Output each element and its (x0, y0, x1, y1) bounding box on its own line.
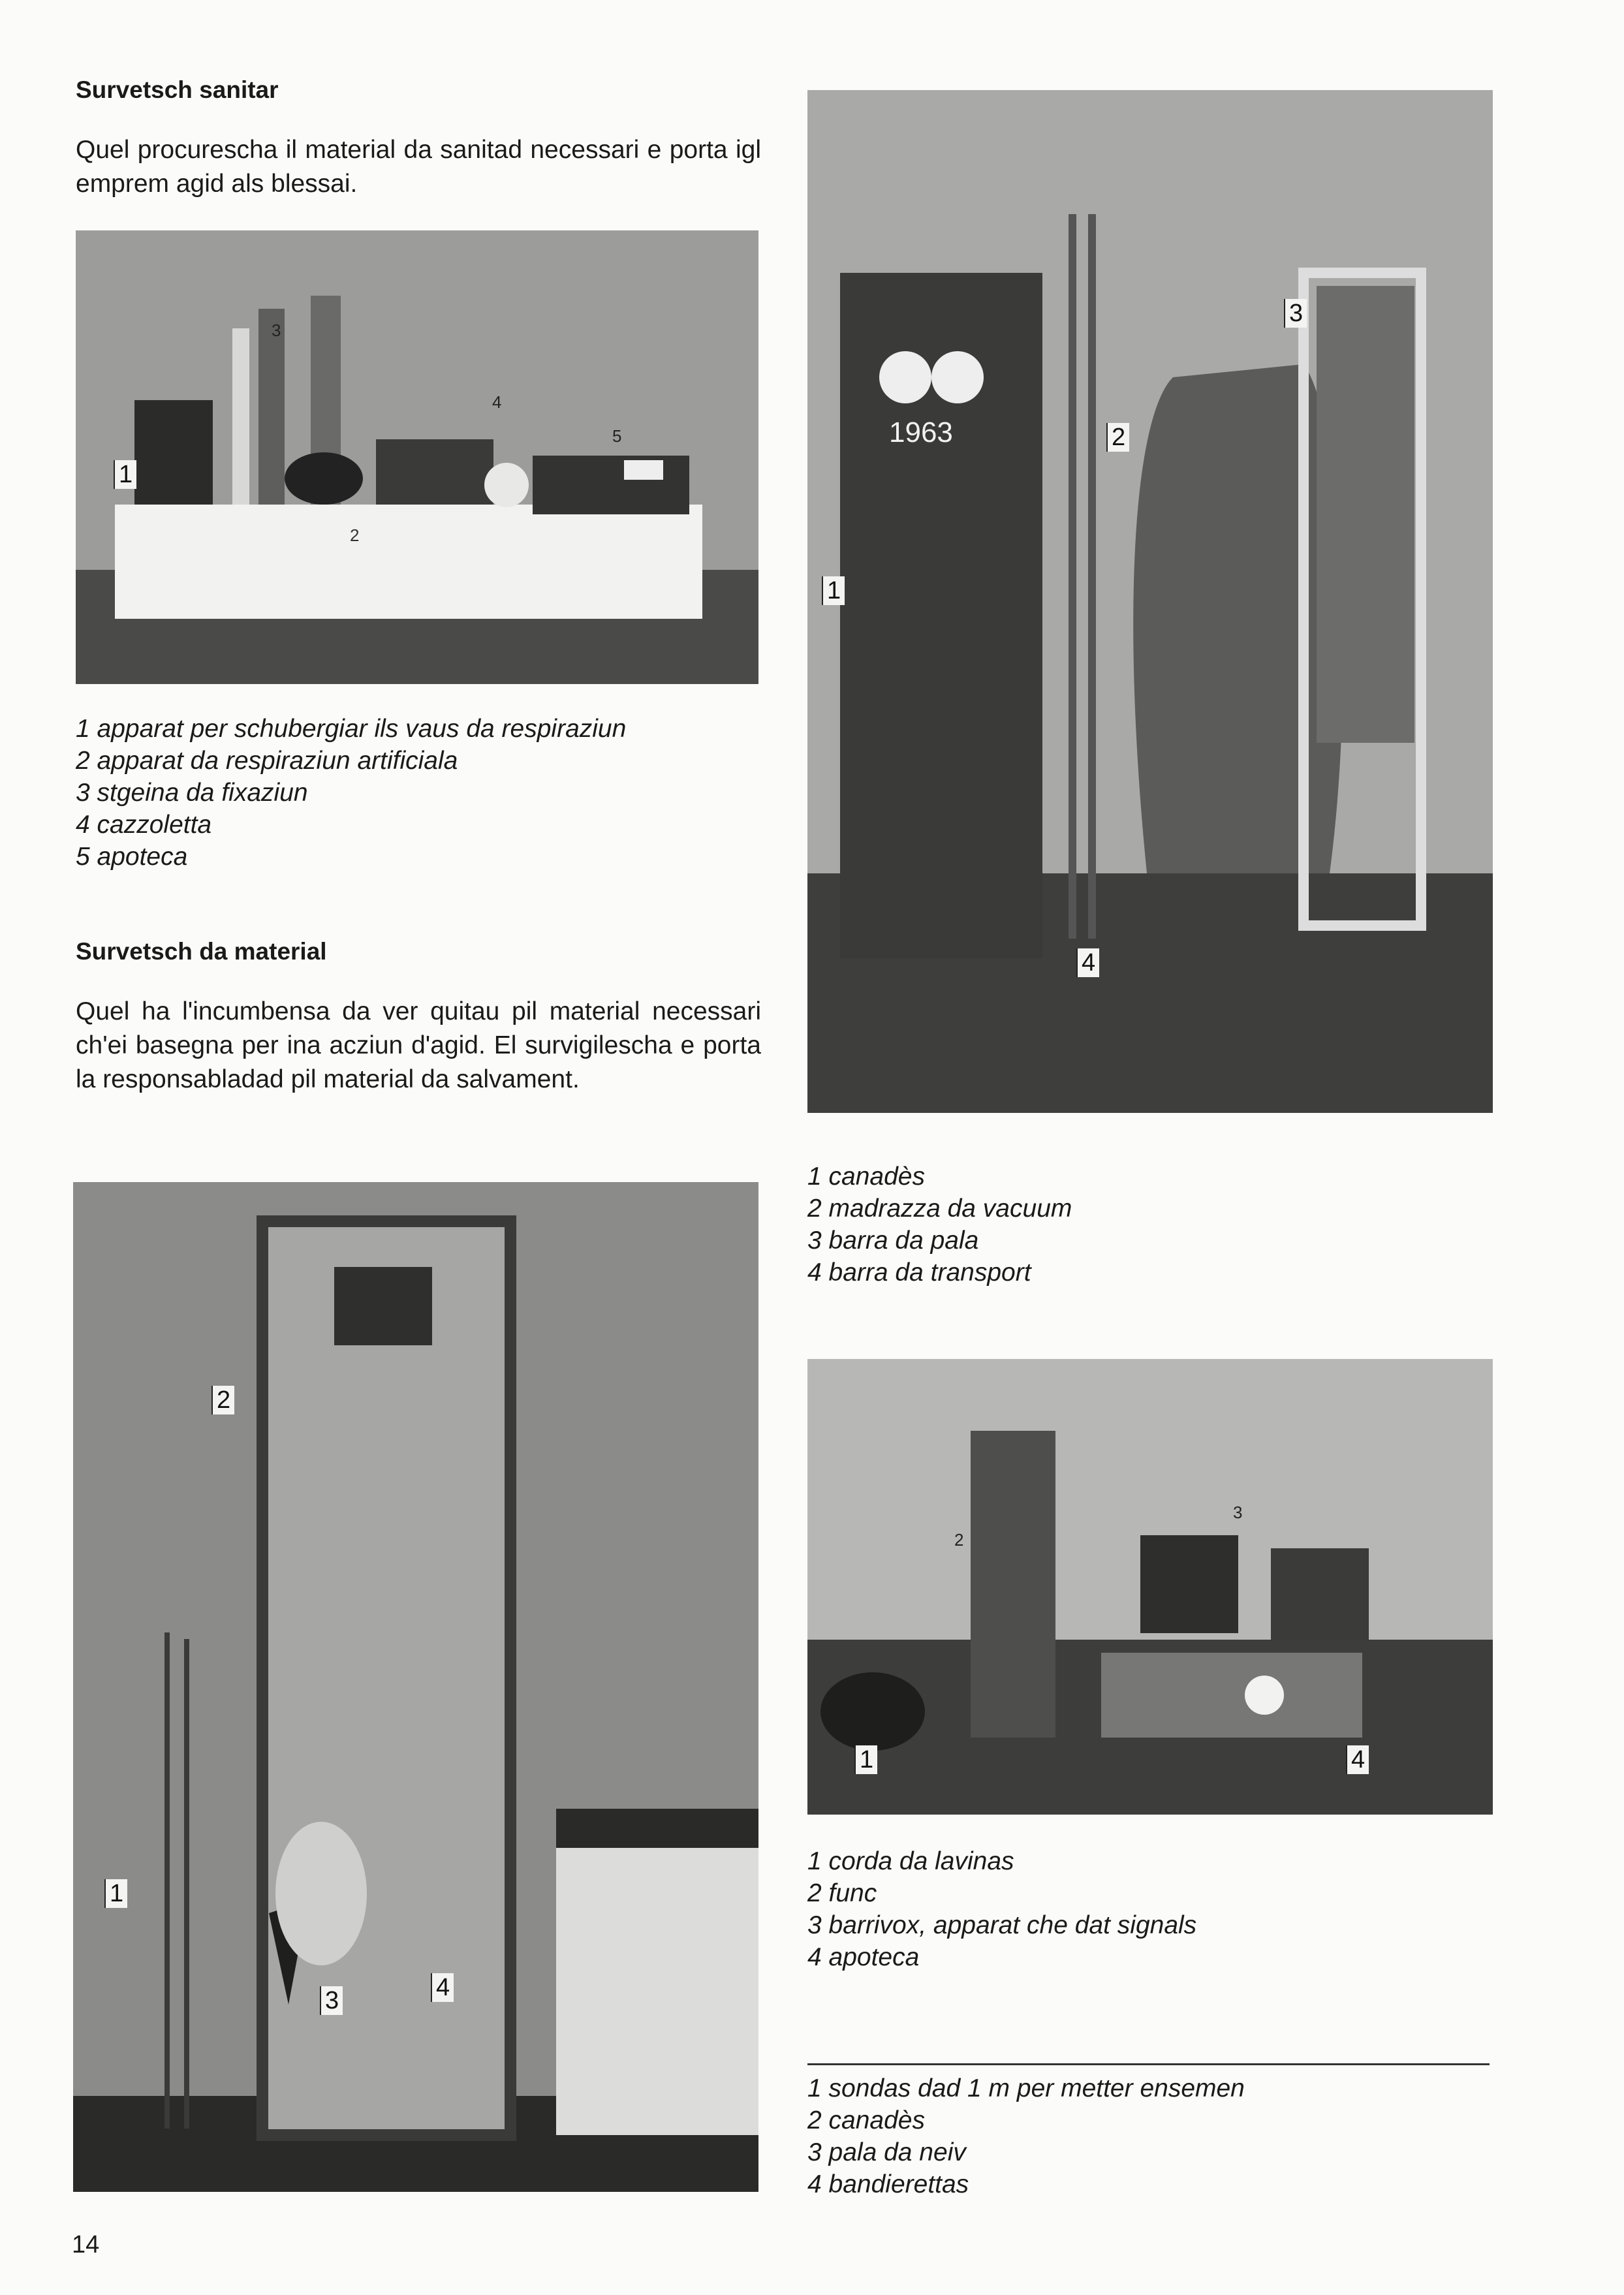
photo-sled-shovel (73, 1182, 758, 2192)
stretcher-sign-year: 1963 (889, 416, 953, 448)
photo-kit-label-4: 4 (1346, 1745, 1369, 1774)
photo-sled-label-4: 4 (431, 1973, 454, 2002)
caption-item: 2 apparat da respiraziun artificiala (76, 747, 458, 775)
caption-avalanche-kit (807, 1845, 1493, 1973)
text-survetsch-da-material: Quel ha l'incumbensa da ver quitau pil material necessari ch'ei basegna per ina acziun d'agid. El survigilescha e porta la responsabladad pil material da salvament. (76, 997, 761, 1093)
caption-item: 5 apoteca (76, 843, 188, 871)
photo-sanitar-label-2: 2 (350, 525, 360, 545)
caption-item: 1 apparat per schubergiar ils vaus da respiraziun (76, 715, 627, 743)
photo-sled-label-2: 2 (211, 1386, 234, 1414)
caption-item: 1 corda da lavinas (807, 1847, 1014, 1875)
photo-sled-label-3: 3 (320, 1986, 343, 2015)
photo-sanitar-label-3: 3 (272, 320, 281, 340)
caption-divider (807, 2063, 1490, 2065)
photo-kit-label-2: 2 (954, 1530, 964, 1550)
photo-kit-label-1: 1 (854, 1745, 877, 1774)
heading-survetsch-sanitar: Survetsch sanitar (76, 76, 279, 103)
photo-kit-label-3: 3 (1233, 1503, 1243, 1522)
photo-stretcher-label-3: 3 (1284, 299, 1307, 328)
photo-stretcher-equipment (807, 90, 1493, 1113)
caption-item: 3 stgeina da fixaziun (76, 779, 308, 807)
caption-item: 4 apoteca (807, 1943, 920, 1971)
caption-item: 2 canadès (807, 2106, 925, 2134)
caption-sanitary-equipment (76, 713, 761, 873)
caption-item: 4 barra da transport (807, 1258, 1031, 1287)
caption-item: 1 sondas dad 1 m per metter ensemen (807, 2074, 1245, 2102)
caption-item: 1 canadès (807, 1163, 925, 1191)
caption-item: 2 madrazza da vacuum (807, 1194, 1072, 1223)
caption-item: 4 bandierettas (807, 2170, 969, 2198)
caption-item: 3 barra da pala (807, 1226, 979, 1255)
caption-sled-shovel (807, 2072, 1493, 2200)
photo-avalanche-kit (807, 1359, 1493, 1815)
heading-survetsch-da-material: Survetsch da material (76, 938, 327, 965)
caption-item: 3 pala da neiv (807, 2138, 966, 2166)
photo-sled-label-1: 1 (104, 1879, 127, 1908)
caption-item: 4 cazzoletta (76, 811, 212, 839)
photo-stretcher-label-1: 1 (822, 576, 845, 605)
photo-sanitar-label-4: 4 (492, 392, 502, 412)
photo-stretcher-label-4: 4 (1076, 948, 1099, 977)
caption-stretcher-equipment (807, 1161, 1493, 1288)
page-number: 14 (72, 2231, 100, 2258)
photo-sanitary-equipment (76, 230, 758, 684)
caption-item: 3 barrivox, apparat che dat signals (807, 1911, 1197, 1939)
photo-sanitar-label-5: 5 (612, 426, 622, 446)
text-survetsch-sanitar: Quel procurescha il material da sanitad necessari e porta igl emprem agid als blessai. (76, 136, 761, 198)
caption-item: 2 func (807, 1879, 877, 1907)
photo-stretcher-label-2: 2 (1106, 423, 1129, 452)
photo-sanitar-label-1: 1 (114, 460, 136, 489)
